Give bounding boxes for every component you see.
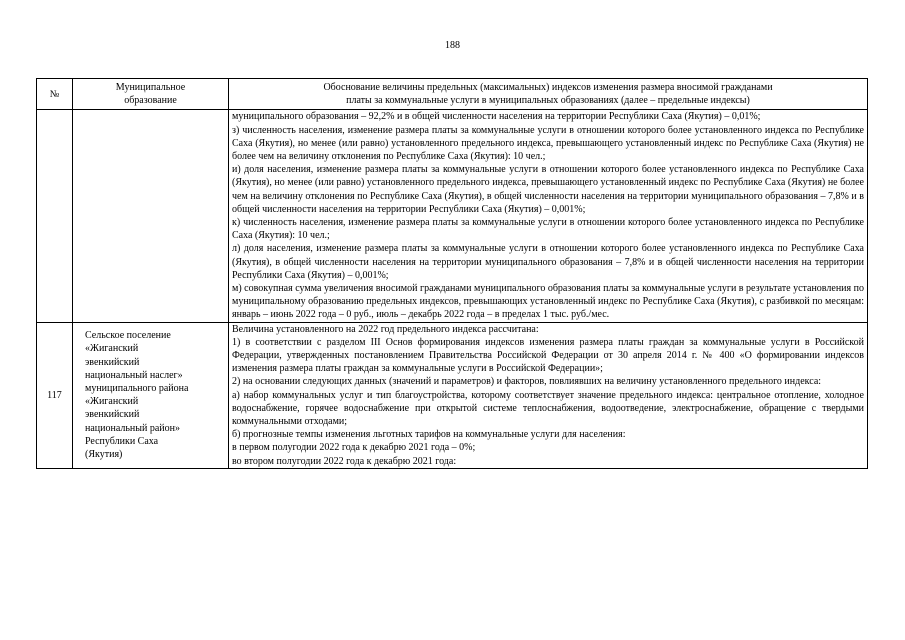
municipality-line: муниципального района: [85, 383, 189, 395]
table-header-row: [37, 79, 868, 110]
header-municipality-line: Муниципальное: [115, 82, 186, 93]
header-justification: [229, 79, 868, 110]
row-number-cell: 117: [37, 322, 73, 468]
municipality-line: «Жиганский: [85, 396, 139, 408]
header-number: [37, 79, 73, 110]
municipality-line: (Якутия): [85, 449, 123, 461]
municipality-line: «Жиганский: [85, 343, 139, 355]
paragraph: в первом полугодии 2022 года к декабрю 2021 года – 0%;: [232, 442, 476, 454]
municipality-line: эвенкийский: [85, 409, 140, 421]
row-text-cell: [229, 322, 868, 468]
header-municipality-line: образование: [124, 95, 177, 107]
paragraph: 2) на основании следующих данных (значений и параметров) и факторов, повлиявших на величину установленного предельного индекса:: [232, 376, 822, 388]
paragraph: з) численность населения, изменение размера платы за коммунальные услуги в отношении которого более установленного индекса по Республике Саха (Якутия), но менее (или равно) установленного предельного индекса, превышающего установленный индекс по Республике Саха (Якутия) не более чем на величину отклонения по Республике Саха (Якутия): 10 чел.;: [232, 124, 864, 163]
justification-table: [36, 78, 868, 469]
paragraph: б) прогнозные темпы изменения льготных тарифов на коммунальные услуги для населения:: [232, 429, 626, 441]
row-text-cell: [229, 110, 868, 322]
municipality-line: национальный район»: [85, 422, 180, 434]
table-row-117: [37, 322, 868, 468]
municipality-line: эвенкийский: [85, 356, 140, 368]
municipality-line: Республики Саха: [85, 435, 159, 447]
paragraph: и) доля населения, изменение размера платы за коммунальные услуги в отношении которого более установленного индекса по Республике Саха (Якутия), но менее (или равно) установленного предельного индекса, превышающего установленный индекс по Республике Саха (Якутия) не более чем на величину отклонения по Республике Саха (Якутия), в общей численности населения на территории муниципального образования – 7,8% и в общей численности населения на территории Республики Саха (Якутия) – 0,001%;: [232, 164, 864, 215]
paragraph: Величина установленного на 2022 год предельного индекса рассчитана:: [232, 323, 539, 335]
paragraph: во втором полугодии 2022 года к декабрю 2021 года:: [232, 455, 457, 467]
table-row-continued: [37, 110, 868, 322]
header-justification-line: платы за коммунальные услуги в муниципальных образованиях (далее – предельные индексы): [346, 95, 750, 107]
municipality-line: Сельское поселение: [85, 330, 171, 342]
municipality-line: национальный наслег»: [85, 369, 183, 381]
row-number-cell: [37, 110, 73, 322]
paragraph: муниципального образования – 92,2% и в общей численности населения на территории Республики Саха (Якутия) – 0,01%;: [232, 111, 761, 123]
header-justification-line: Обоснование величины предельных (максимальных) индексов изменения размера вносимой гражданами: [323, 82, 773, 93]
paragraph: 1) в соответствии с разделом III Основ формирования индексов изменения размера платы граждан за коммунальные услуги в Российской Федерации, утвержденных постановлением Правительства Российской Федерации от 30 апреля 2014 г. № 400 «О формировании индексов изменения размера платы граждан за коммунальные услуги в Российской Федерации»;: [232, 336, 864, 375]
header-number-label: №: [49, 88, 60, 100]
paragraph: м) совокупная сумма увеличения вносимой гражданами муниципального образования платы за коммунальные услуги в результате установления по муниципальному образованию предельных индексов, превышающих установленный индекс по Республике Саха (Якутия), с разбивкой по месяцам: январь – июнь 2022 года – 0 руб., июль – декабрь 2022 года – в пределах 1 тыс. руб./мес.: [232, 283, 864, 321]
paragraph: л) доля населения, изменение размера платы за коммунальные услуги в отношении которого более установленного индекса по Республике Саха (Якутия), в общей численности населения на территории муниципального образования – 7,8% и в общей численности населения на территории Республики Саха (Якутия) – 0,001%;: [232, 243, 864, 281]
paragraph: а) набор коммунальных услуг и тип благоустройства, которому соответствует значение предельного индекса: центральное отопление, холодное водоснабжение, горячее водоснабжение при открытой системе теплоснабжения, водоотведение, электроснабжение, обращение с твердыми коммунальными отходами;: [232, 389, 864, 428]
page-number: 188: [445, 40, 460, 51]
row-municipality-cell: [73, 110, 229, 322]
header-municipality: [73, 79, 229, 110]
paragraph: к) численность населения, изменение размера платы за коммунальные услуги в отношении которого более установленного индекса по Республике Саха (Якутия): 10 чел.;: [232, 217, 864, 242]
row-municipality-cell: [73, 322, 229, 468]
